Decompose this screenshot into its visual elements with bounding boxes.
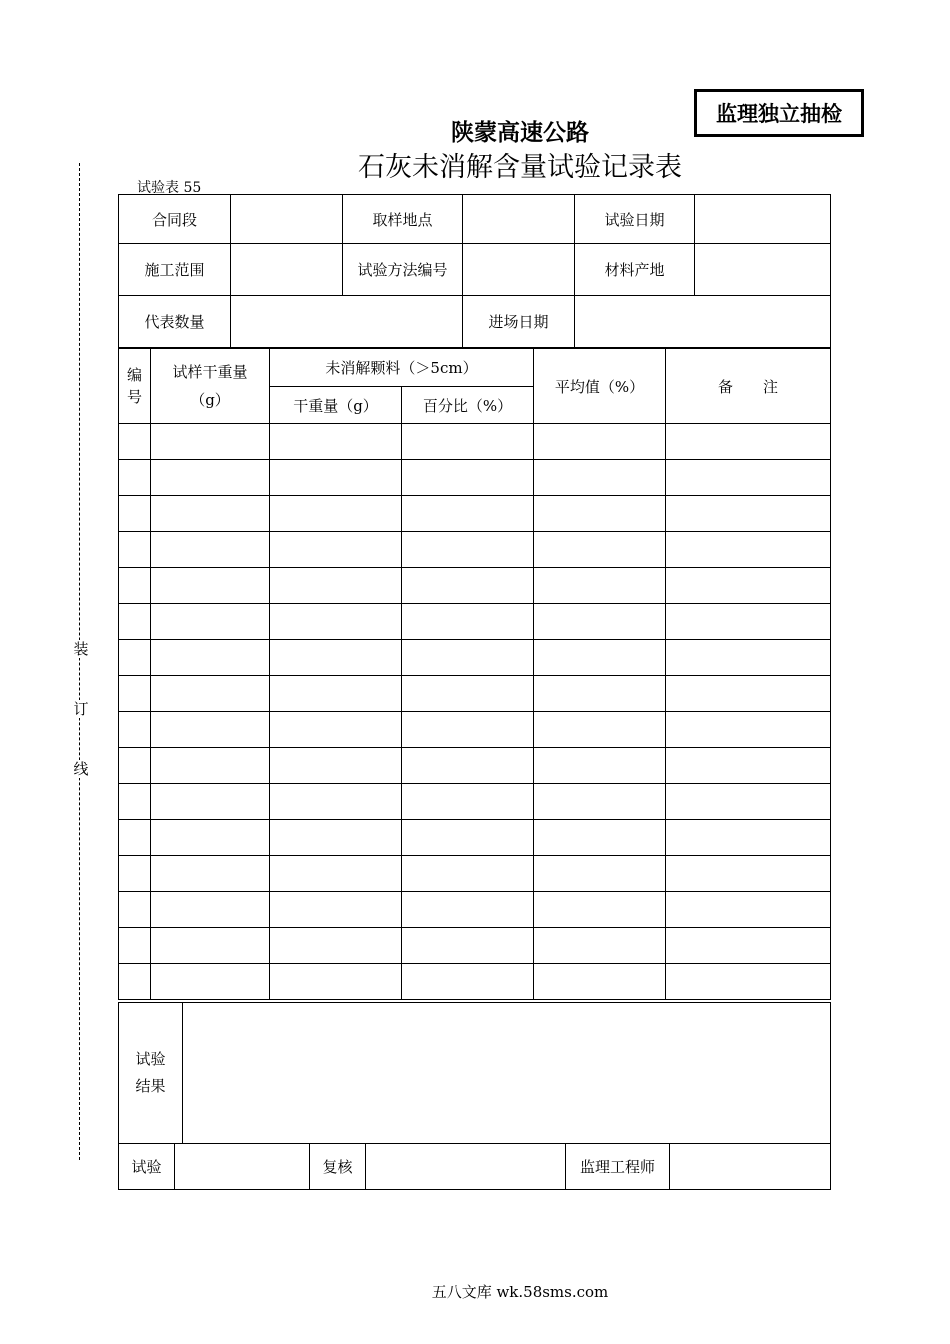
number-cell[interactable] xyxy=(119,892,151,928)
representative-quantity-label: 代表数量 xyxy=(119,296,231,348)
average-cell[interactable] xyxy=(534,964,666,1000)
percentage-cell[interactable] xyxy=(402,532,534,568)
average-cell[interactable] xyxy=(534,856,666,892)
sample-dry-weight-cell[interactable] xyxy=(151,856,270,892)
percentage-cell[interactable] xyxy=(402,460,534,496)
result-table xyxy=(118,1002,831,1144)
dry-weight-cell[interactable] xyxy=(270,496,402,532)
sample-dry-weight-cell[interactable] xyxy=(151,964,270,1000)
construction-range-value[interactable] xyxy=(231,244,343,296)
percentage-cell[interactable] xyxy=(402,712,534,748)
table-row xyxy=(119,748,831,784)
sample-dry-weight-cell[interactable] xyxy=(151,820,270,856)
sample-dry-weight-cell[interactable] xyxy=(151,892,270,928)
reviewer-label: 复核 xyxy=(310,1144,366,1190)
percentage-cell[interactable] xyxy=(402,820,534,856)
contract-section-label: 合同段 xyxy=(119,195,231,244)
dry-weight-cell[interactable] xyxy=(270,604,402,640)
number-cell[interactable] xyxy=(119,748,151,784)
number-cell[interactable] xyxy=(119,856,151,892)
sample-dry-weight-cell[interactable] xyxy=(151,928,270,964)
result-value[interactable] xyxy=(183,1003,831,1144)
remarks-cell[interactable] xyxy=(666,568,831,604)
test-date-label: 试验日期 xyxy=(575,195,695,244)
average-cell[interactable] xyxy=(534,424,666,460)
arrival-date-label: 进场日期 xyxy=(463,296,575,348)
result-label: 试验 结果 xyxy=(119,1003,183,1144)
sample-dry-weight-cell[interactable] xyxy=(151,748,270,784)
sample-dry-weight-header: 试样干重量 （g） xyxy=(151,349,270,424)
form-number: 试验表 55 xyxy=(137,180,202,196)
construction-range-label: 施工范围 xyxy=(119,244,231,296)
number-cell[interactable] xyxy=(119,712,151,748)
signature-table xyxy=(118,1143,831,1190)
test-date-value[interactable] xyxy=(695,195,831,244)
number-cell[interactable] xyxy=(119,964,151,1000)
test-method-no-label: 试验方法编号 xyxy=(343,244,463,296)
remarks-cell[interactable] xyxy=(666,712,831,748)
dry-weight-cell[interactable] xyxy=(270,568,402,604)
average-cell[interactable] xyxy=(534,460,666,496)
remarks-cell[interactable] xyxy=(666,784,831,820)
percentage-cell[interactable] xyxy=(402,604,534,640)
contract-section-value[interactable] xyxy=(231,195,343,244)
remarks-cell[interactable] xyxy=(666,532,831,568)
representative-quantity-value[interactable] xyxy=(231,296,463,348)
average-cell[interactable] xyxy=(534,568,666,604)
number-cell[interactable] xyxy=(119,460,151,496)
sample-dry-weight-cell[interactable] xyxy=(151,784,270,820)
dry-weight-cell[interactable] xyxy=(270,820,402,856)
percentage-cell[interactable] xyxy=(402,748,534,784)
sample-dry-weight-cell[interactable] xyxy=(151,532,270,568)
number-cell[interactable] xyxy=(119,640,151,676)
binding-char-3: 线 xyxy=(73,760,89,778)
remarks-header: 备 注 xyxy=(666,349,831,424)
average-cell[interactable] xyxy=(534,496,666,532)
undissolved-particles-header: 未消解颗料（＞5cm） xyxy=(270,349,534,387)
number-cell[interactable] xyxy=(119,784,151,820)
remarks-cell[interactable] xyxy=(666,640,831,676)
table-row xyxy=(119,568,831,604)
table-row xyxy=(119,964,831,1000)
dry-weight-cell[interactable] xyxy=(270,928,402,964)
table-row xyxy=(119,424,831,460)
remarks-cell[interactable] xyxy=(666,748,831,784)
dry-weight-cell[interactable] xyxy=(270,640,402,676)
percentage-cell[interactable] xyxy=(402,892,534,928)
sample-dry-weight-cell[interactable] xyxy=(151,604,270,640)
binding-dashed-line xyxy=(79,163,80,1160)
footer-watermark: 五八文库 wk.58sms.com xyxy=(431,1283,609,1301)
average-cell[interactable] xyxy=(534,604,666,640)
table-row xyxy=(119,604,831,640)
dry-weight-cell[interactable] xyxy=(270,712,402,748)
percentage-cell[interactable] xyxy=(402,964,534,1000)
table-row xyxy=(119,856,831,892)
page-title: 陕蒙高速公路 xyxy=(451,120,589,146)
average-cell[interactable] xyxy=(534,676,666,712)
remarks-cell[interactable] xyxy=(666,496,831,532)
sampling-location-label: 取样地点 xyxy=(343,195,463,244)
remarks-cell[interactable] xyxy=(666,856,831,892)
percentage-cell[interactable] xyxy=(402,676,534,712)
number-cell[interactable] xyxy=(119,676,151,712)
remarks-cell[interactable] xyxy=(666,676,831,712)
number-cell[interactable] xyxy=(119,496,151,532)
sample-dry-weight-cell[interactable] xyxy=(151,460,270,496)
table-row xyxy=(119,784,831,820)
remarks-cell[interactable] xyxy=(666,892,831,928)
number-header: 编号 xyxy=(119,349,151,424)
dry-weight-cell[interactable] xyxy=(270,748,402,784)
average-cell[interactable] xyxy=(534,928,666,964)
form-title: 石灰未消解含量试验记录表 xyxy=(358,152,682,183)
remarks-cell[interactable] xyxy=(666,928,831,964)
table-row xyxy=(119,532,831,568)
percentage-cell[interactable] xyxy=(402,640,534,676)
average-cell[interactable] xyxy=(534,784,666,820)
dry-weight-header: 干重量（g） xyxy=(270,387,402,424)
percentage-cell[interactable] xyxy=(402,424,534,460)
number-cell[interactable] xyxy=(119,604,151,640)
percentage-cell[interactable] xyxy=(402,856,534,892)
percentage-cell[interactable] xyxy=(402,928,534,964)
remarks-cell[interactable] xyxy=(666,460,831,496)
average-cell[interactable] xyxy=(534,820,666,856)
sample-dry-weight-cell[interactable] xyxy=(151,712,270,748)
average-cell[interactable] xyxy=(534,640,666,676)
material-origin-value[interactable] xyxy=(695,244,831,296)
table-row xyxy=(119,712,831,748)
tester-signature[interactable] xyxy=(175,1144,310,1190)
arrival-date-value[interactable] xyxy=(575,296,831,348)
table-row xyxy=(119,460,831,496)
dry-weight-cell[interactable] xyxy=(270,964,402,1000)
dry-weight-cell[interactable] xyxy=(270,784,402,820)
dry-weight-cell[interactable] xyxy=(270,460,402,496)
average-cell[interactable] xyxy=(534,532,666,568)
sampling-location-value[interactable] xyxy=(463,195,575,244)
average-cell[interactable] xyxy=(534,712,666,748)
number-cell[interactable] xyxy=(119,820,151,856)
percentage-header: 百分比（%） xyxy=(402,387,534,424)
average-cell[interactable] xyxy=(534,892,666,928)
table-row xyxy=(119,496,831,532)
percentage-cell[interactable] xyxy=(402,496,534,532)
number-cell[interactable] xyxy=(119,568,151,604)
dry-weight-cell[interactable] xyxy=(270,424,402,460)
tester-label: 试验 xyxy=(119,1144,175,1190)
dry-weight-cell[interactable] xyxy=(270,856,402,892)
percentage-cell[interactable] xyxy=(402,784,534,820)
table-row xyxy=(119,640,831,676)
percentage-cell[interactable] xyxy=(402,568,534,604)
average-cell[interactable] xyxy=(534,748,666,784)
remarks-cell[interactable] xyxy=(666,604,831,640)
sample-dry-weight-cell[interactable] xyxy=(151,568,270,604)
sample-dry-weight-cell[interactable] xyxy=(151,496,270,532)
sample-dry-weight-cell[interactable] xyxy=(151,640,270,676)
binding-char-1: 装 xyxy=(73,640,89,658)
table-row xyxy=(119,892,831,928)
supervising-engineer-signature[interactable] xyxy=(670,1144,831,1190)
table-row xyxy=(119,676,831,712)
binding-char-2: 订 xyxy=(73,700,89,718)
remarks-cell[interactable] xyxy=(666,424,831,460)
sample-dry-weight-cell[interactable] xyxy=(151,424,270,460)
material-origin-label: 材料产地 xyxy=(575,244,695,296)
header-info-table xyxy=(118,194,831,348)
number-cell[interactable] xyxy=(119,928,151,964)
number-cell[interactable] xyxy=(119,532,151,568)
dry-weight-cell[interactable] xyxy=(270,892,402,928)
sample-dry-weight-cell[interactable] xyxy=(151,676,270,712)
test-method-no-value[interactable] xyxy=(463,244,575,296)
data-table xyxy=(118,348,831,1000)
remarks-cell[interactable] xyxy=(666,964,831,1000)
reviewer-signature[interactable] xyxy=(366,1144,566,1190)
table-row xyxy=(119,820,831,856)
supervising-engineer-label: 监理工程师 xyxy=(566,1144,670,1190)
dry-weight-cell[interactable] xyxy=(270,676,402,712)
remarks-cell[interactable] xyxy=(666,820,831,856)
table-row xyxy=(119,928,831,964)
supervision-stamp: 监理独立抽检 xyxy=(694,89,864,137)
dry-weight-cell[interactable] xyxy=(270,532,402,568)
average-header: 平均值（%） xyxy=(534,349,666,424)
number-cell[interactable] xyxy=(119,424,151,460)
